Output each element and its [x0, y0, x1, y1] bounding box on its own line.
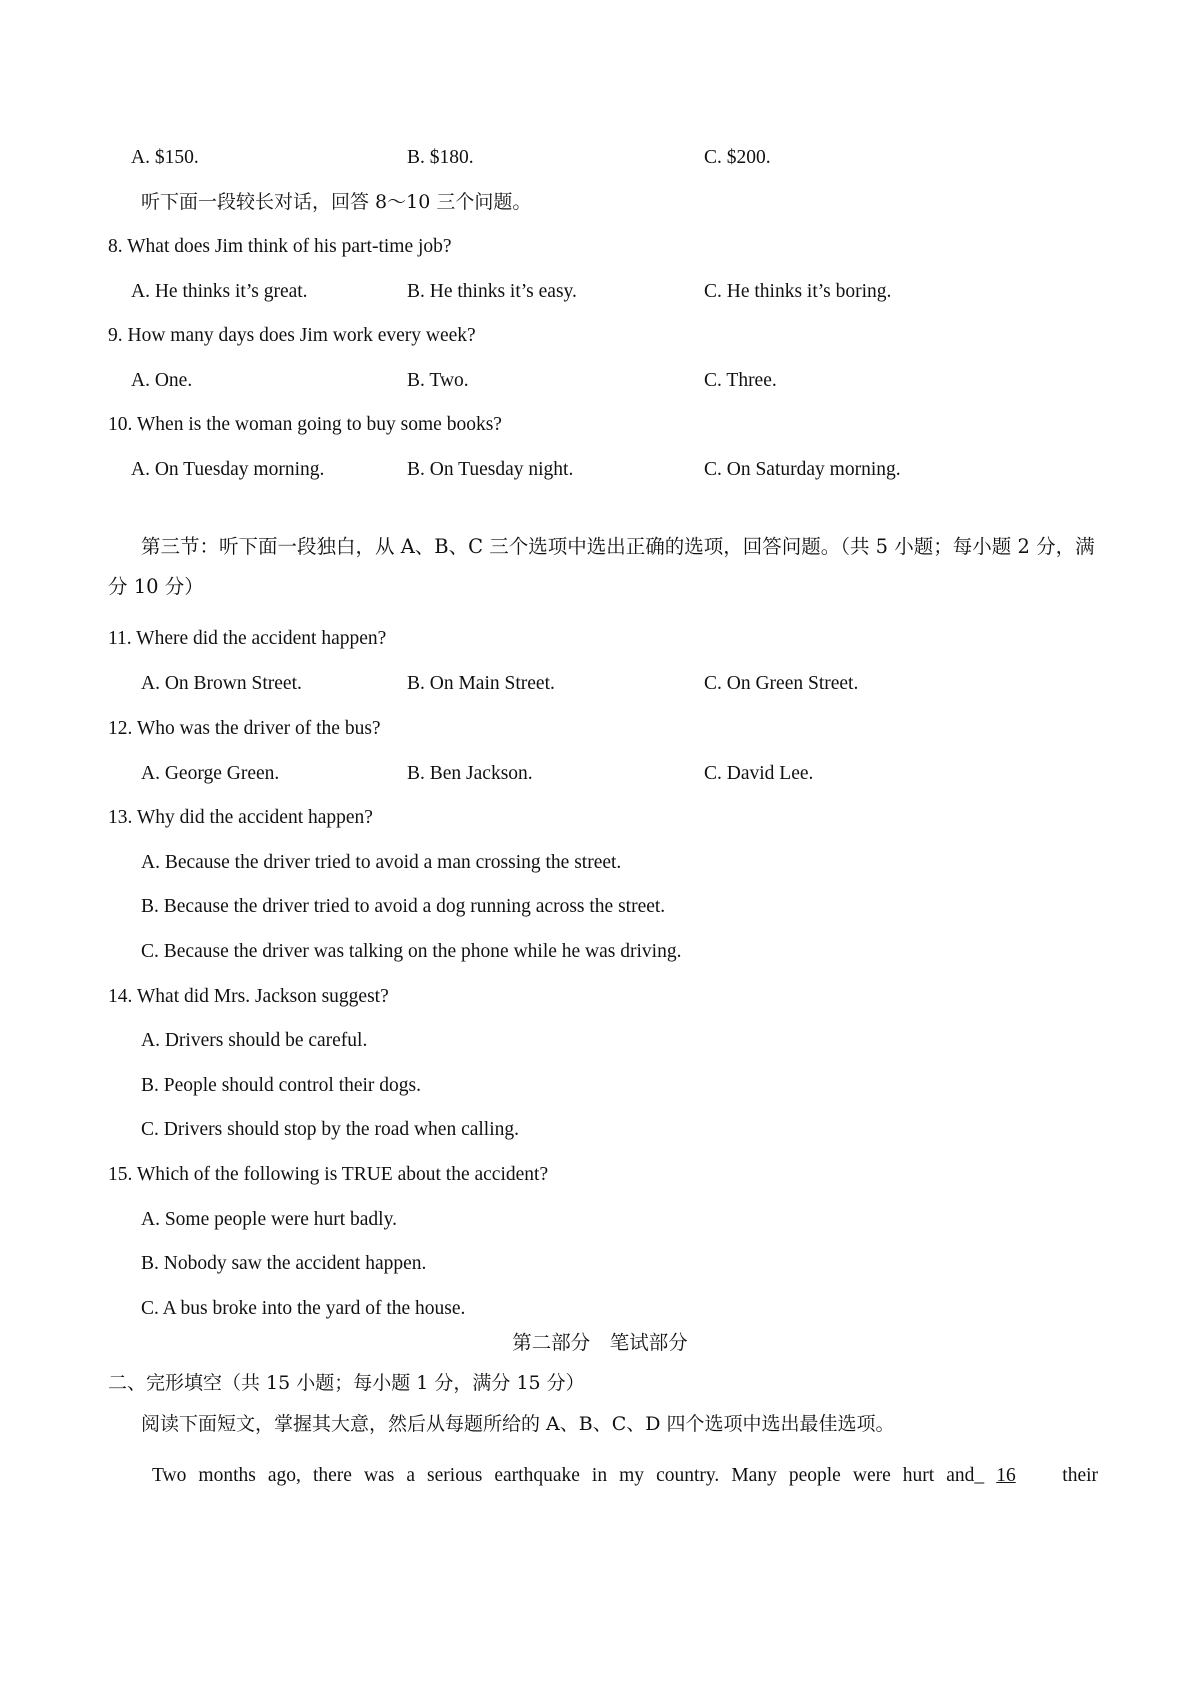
q15-option-b: B. Nobody saw the accident happen.: [141, 1253, 427, 1274]
q9-option-b: B. Two.: [407, 370, 469, 391]
cloze-heading: 二、完形填空（共 15 小题；每小题 1 分，满分 15 分）: [108, 1372, 585, 1394]
q14-option-a: A. Drivers should be careful.: [141, 1030, 368, 1051]
q15-stem: 15. Which of the following is TRUE about the accident?: [108, 1164, 549, 1185]
q13-option-b: B. Because the driver tried to avoid a dog running across the street.: [141, 896, 666, 917]
q13-option-c: C. Because the driver was talking on the phone while he was driving.: [141, 941, 682, 962]
intro-8-10: 听下面一段较长对话，回答 8～10 三个问题。: [141, 191, 532, 213]
q10-option-a: A. On Tuesday morning.: [131, 459, 325, 480]
q11-option-c: C. On Green Street.: [704, 673, 859, 694]
q7-option-b: B. $180.: [407, 147, 474, 168]
q8-option-c: C. He thinks it’s boring.: [704, 281, 892, 302]
q10-option-b: B. On Tuesday night.: [407, 459, 574, 480]
q12-option-b: B. Ben Jackson.: [407, 763, 533, 784]
q10-stem: 10. When is the woman going to buy some books?: [108, 414, 502, 435]
passage-text-after: their: [1062, 1465, 1099, 1486]
blank-16: 16: [996, 1465, 1016, 1486]
passage-text-before: Two months ago, there was a serious earthquake in my country. Many people were hurt and_: [152, 1465, 985, 1486]
cloze-instruction: 阅读下面短文，掌握其大意，然后从每题所给的 A、B、C、D 四个选项中选出最佳选项。: [141, 1413, 895, 1435]
q12-option-a: A. George Green.: [141, 763, 280, 784]
q8-stem: 8. What does Jim think of his part-time job?: [108, 236, 452, 257]
q13-stem: 13. Why did the accident happen?: [108, 807, 373, 828]
q15-option-c: C. A bus broke into the yard of the house.: [141, 1298, 466, 1319]
q14-stem: 14. What did Mrs. Jackson suggest?: [108, 986, 389, 1007]
q7-option-c: C. $200.: [704, 147, 771, 168]
q9-option-a: A. One.: [131, 370, 193, 391]
q14-option-c: C. Drivers should stop by the road when calling.: [141, 1119, 520, 1140]
q14-option-b: B. People should control their dogs.: [141, 1075, 422, 1096]
q10-option-c: C. On Saturday morning.: [704, 459, 901, 480]
q15-option-a: A. Some people were hurt badly.: [141, 1209, 397, 1230]
part2-title: 第二部分 笔试部分: [512, 1331, 688, 1354]
passage-first-line: [152, 1463, 1098, 1489]
q9-stem: 9. How many days does Jim work every week?: [108, 325, 476, 346]
q9-option-c: C. Three.: [704, 370, 777, 391]
q7-option-a: A. $150.: [131, 147, 199, 168]
q8-option-b: B. He thinks it’s easy.: [407, 281, 577, 302]
q11-option-b: B. On Main Street.: [407, 673, 555, 694]
section3-instruction: 第三节：听下面一段独白，从 A、B、C 三个选项中选出正确的选项，回答问题。（共 5 小题；每小题 2 分，满分 10 分）: [108, 535, 1095, 598]
q13-option-a: A. Because the driver tried to avoid a man crossing the street.: [141, 852, 622, 873]
q8-option-a: A. He thinks it’s great.: [131, 281, 308, 302]
q12-stem: 12. Who was the driver of the bus?: [108, 718, 381, 739]
q11-option-a: A. On Brown Street.: [141, 673, 302, 694]
q12-option-c: C. David Lee.: [704, 763, 814, 784]
q11-stem: 11. Where did the accident happen?: [108, 628, 387, 649]
